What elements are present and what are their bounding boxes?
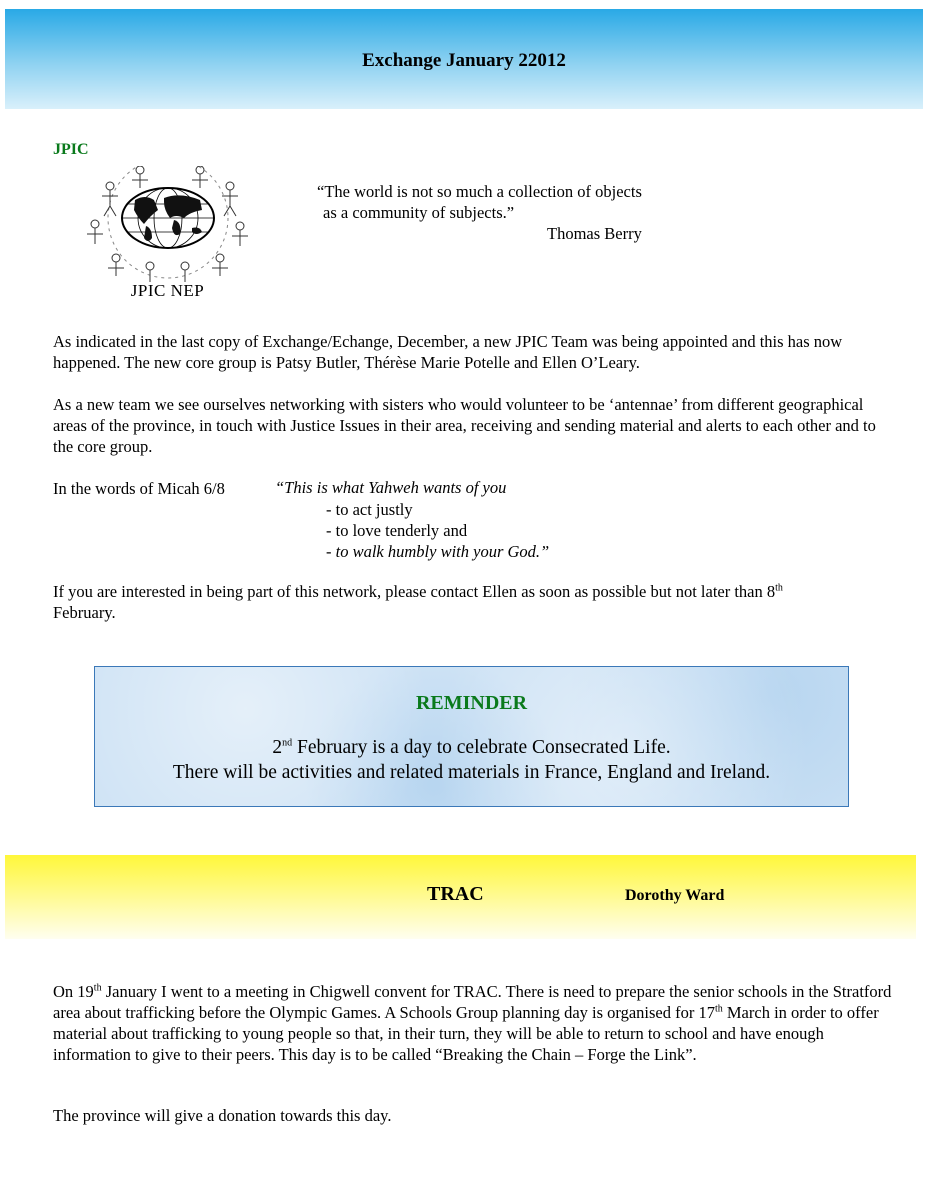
reminder-title: REMINDER (415, 692, 528, 714)
section-heading-trac: TRAC (427, 883, 484, 905)
trac-band (5, 855, 916, 939)
reminder-box (94, 666, 849, 807)
micah-line: - to act justly (326, 500, 413, 519)
micah-quote: “This is what Yahweh wants of you (275, 478, 507, 497)
logo-caption: JPIC NEP (130, 281, 205, 300)
quote-author: Thomas Berry (547, 224, 642, 243)
paragraph: If you are interested in being part of this network, please contact Ellen as soon as possible but not later than 8th February. (53, 582, 783, 622)
reminder-line: There will be activities and related materials in France, England and Ireland. (172, 762, 771, 783)
micah-line: - to love tenderly and (326, 521, 468, 540)
micah-lines (326, 499, 549, 562)
reminder-text (95, 735, 848, 785)
paragraph: On 19th January I went to a meeting in Chigwell convent for TRAC. There is need to prepare the senior schools in the Stratford area about trafficking before the Olympic Games. A Schools Group planning day is organised for 17th March in order to offer material about trafficking to young people so that, in their turn, they will be able to return to school and have enough information to give to their peers. This day is to be called “Breaking the Chain – Forge the Link”. (53, 982, 892, 1064)
section-author: Dorothy Ward (625, 887, 725, 904)
paragraph: As indicated in the last copy of Exchange/Echange, December, a new JPIC Team was being appointed and this has now happened. The new core group is Patsy Butler, Thérèse Marie Potelle and Ellen O’Leary. (53, 332, 843, 372)
globe-people-icon (80, 166, 255, 286)
micah-intro: In the words of Micah 6/8 (53, 479, 225, 498)
reminder-line: 2nd February is a day to celebrate Consecrated Life. (272, 737, 671, 758)
paragraph: As a new team we see ourselves networking with sisters who would volunteer to be ‘antennae’ from different geographical areas of the province, in touch with Justice Issues in their area, receiving and sending material and alerts to each other and to the core group. (53, 395, 876, 456)
page-title: Exchange January 22012 (362, 50, 566, 71)
quote-line: “The world is not so much a collection of objects (317, 182, 642, 201)
quote-line: as a community of subjects.” (323, 203, 515, 222)
micah-line: - to walk humbly with your God.” (326, 542, 550, 561)
header-band (5, 9, 923, 109)
paragraph: The province will give a donation towards this day. (53, 1106, 392, 1125)
section-heading-jpic: JPIC (53, 141, 89, 158)
quote-block (317, 181, 642, 244)
